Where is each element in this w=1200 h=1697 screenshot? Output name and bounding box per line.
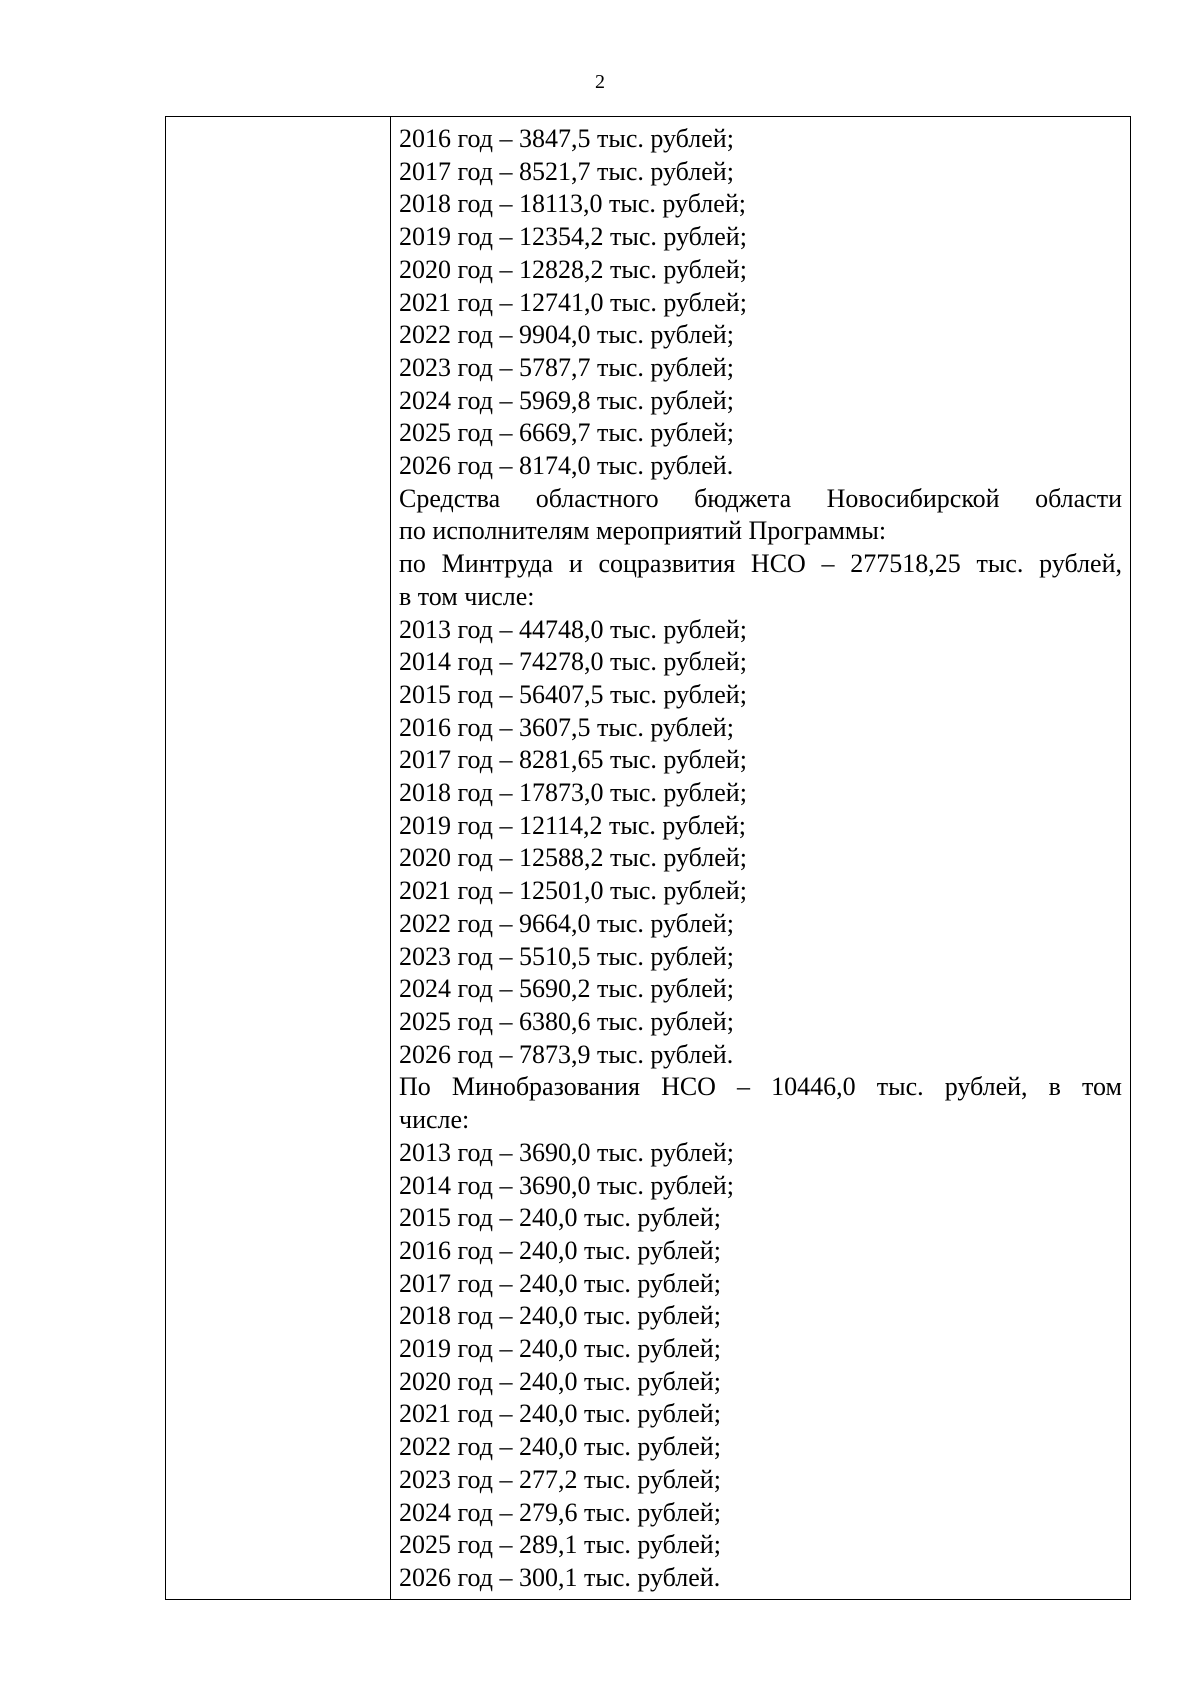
list-item: 2016 год – 240,0 тыс. рублей; bbox=[399, 1235, 721, 1265]
list-item: 2019 год – 240,0 тыс. рублей; bbox=[399, 1334, 721, 1364]
list-item: 2026 год – 8174,0 тыс. рублей. bbox=[399, 451, 734, 481]
minobr-including: числе: bbox=[399, 1105, 470, 1135]
list-item: 2021 год – 240,0 тыс. рублей; bbox=[399, 1399, 721, 1429]
list-item: 2013 год – 3690,0 тыс. рублей; bbox=[399, 1137, 734, 1167]
list-item: 2025 год – 6669,7 тыс. рублей; bbox=[399, 418, 734, 448]
regional-budget-subheading: по исполнителям мероприятий Программы: bbox=[399, 516, 887, 546]
list-item: 2024 год – 5690,2 тыс. рублей; bbox=[399, 974, 734, 1004]
list-item: 2021 год – 12501,0 тыс. рублей; bbox=[399, 876, 747, 906]
list-item: 2022 год – 240,0 тыс. рублей; bbox=[399, 1432, 721, 1462]
list-item: 2023 год – 5510,5 тыс. рублей; bbox=[399, 941, 734, 971]
table-content-cell bbox=[391, 117, 1131, 1600]
list-item: 2022 год – 9904,0 тыс. рублей; bbox=[399, 320, 734, 350]
list-item: 2024 год – 279,6 тыс. рублей; bbox=[399, 1497, 721, 1527]
list-item: 2024 год – 5969,8 тыс. рублей; bbox=[399, 385, 734, 415]
list-item: 2018 год – 240,0 тыс. рублей; bbox=[399, 1301, 721, 1331]
list-item: 2025 год – 289,1 тыс. рублей; bbox=[399, 1530, 721, 1560]
list-item: 2026 год – 7873,9 тыс. рублей. bbox=[399, 1039, 734, 1069]
list-item: 2018 год – 17873,0 тыс. рублей; bbox=[399, 778, 747, 808]
table-label-cell bbox=[166, 117, 391, 1600]
minobr-by-year-list bbox=[399, 1137, 1122, 1595]
list-item: 2019 год – 12114,2 тыс. рублей; bbox=[399, 810, 746, 840]
list-item: 2016 год – 3607,5 тыс. рублей; bbox=[399, 712, 734, 742]
list-item: 2020 год – 12828,2 тыс. рублей; bbox=[399, 254, 747, 284]
mintrud-total: по Минтруда и соцразвития НСО – 277518,25 тыс. рублей, bbox=[399, 549, 1122, 579]
list-item: 2025 год – 6380,6 тыс. рублей; bbox=[399, 1006, 734, 1036]
minobr-total: По Минобразования НСО – 10446,0 тыс. рублей, в том bbox=[399, 1072, 1122, 1102]
list-item: 2017 год – 240,0 тыс. рублей; bbox=[399, 1268, 721, 1298]
funding-by-year-list bbox=[399, 123, 1122, 483]
mintrud-by-year-list bbox=[399, 614, 1122, 1072]
list-item: 2014 год – 74278,0 тыс. рублей; bbox=[399, 647, 747, 677]
list-item: 2020 год – 240,0 тыс. рублей; bbox=[399, 1366, 721, 1396]
list-item: 2019 год – 12354,2 тыс. рублей; bbox=[399, 222, 747, 252]
list-item: 2020 год – 12588,2 тыс. рублей; bbox=[399, 843, 747, 873]
list-item: 2015 год – 56407,5 тыс. рублей; bbox=[399, 679, 747, 709]
list-item: 2015 год – 240,0 тыс. рублей; bbox=[399, 1203, 721, 1233]
funding-table bbox=[165, 116, 1131, 1600]
list-item: 2023 год – 277,2 тыс. рублей; bbox=[399, 1464, 721, 1494]
list-item: 2023 год – 5787,7 тыс. рублей; bbox=[399, 352, 734, 382]
list-item: 2017 год – 8281,65 тыс. рублей; bbox=[399, 745, 747, 775]
list-item: 2014 год – 3690,0 тыс. рублей; bbox=[399, 1170, 734, 1200]
page-number: 2 bbox=[595, 71, 605, 93]
list-item: 2013 год – 44748,0 тыс. рублей; bbox=[399, 614, 747, 644]
list-item: 2016 год – 3847,5 тыс. рублей; bbox=[399, 124, 734, 153]
list-item: 2018 год – 18113,0 тыс. рублей; bbox=[399, 189, 746, 219]
list-item: 2022 год – 9664,0 тыс. рублей; bbox=[399, 908, 734, 938]
list-item: 2026 год – 300,1 тыс. рублей. bbox=[399, 1562, 721, 1592]
mintrud-including: в том числе: bbox=[399, 581, 535, 611]
list-item: 2021 год – 12741,0 тыс. рублей; bbox=[399, 287, 747, 317]
regional-budget-heading: Средства областного бюджета Новосибирской области bbox=[399, 483, 1122, 513]
table-row bbox=[166, 117, 1131, 1600]
list-item: 2017 год – 8521,7 тыс. рублей; bbox=[399, 156, 734, 186]
